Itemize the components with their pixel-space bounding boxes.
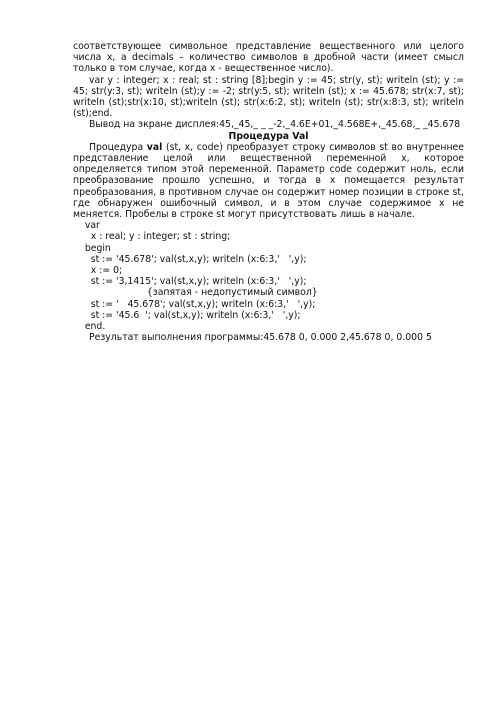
val-description-paragraph xyxy=(73,142,464,220)
val-example-result: Результат выполнения программы:45.678 0, 0.000 2,45.678 0, 0.000 5 xyxy=(89,332,432,344)
section-heading-val: Процедура Val xyxy=(228,130,309,142)
code-line: st := ' 45.678'; val(st,x,y); writeln (x:6:3,' ',y); xyxy=(73,298,316,310)
code-line: st := '45.678'; val(st,x,y); writeln (x:6:3,' ',y); xyxy=(73,253,307,265)
code-line: st := '45.6 '; val(st,x,y); writeln (x:6:3,' ',y); xyxy=(73,309,301,321)
intro-paragraph: соответствующее символьное представление вещественного или целого числа x, a decimals – количество символов в дробной части (имеет смысл только в том случае, когда x - вещественное число). xyxy=(73,41,464,75)
val-description-rest: (st, x, code) преобразует строку символов st во внутреннее представление целой или вещественной переменной x, которое определяется типом этой переменной. Параметр code содержит ноль, если преобразование прошло успешно, и тогда в x помещается результат преобразования, в противном случае он содержит номер позиции в строке st, где обнаружен ошибочный символ, и в этом случае содержимое x не меняется. Пробелы в строке st могут присутствовать лишь в начале. xyxy=(73,141,464,221)
code-line: st := '3,1415'; val(st,x,y); writeln (x:6:3,' ',y); xyxy=(73,276,307,288)
str-example-code: var y : integer; x : real; st : string [8];begin y := 45; str(y, st); writeln (st); y := 45; str(y:3, st); writeln (st);y := -2; str(y:5, st); writeln (st); x := 45.678; str(x:7, st); writeln (st);str(x:10, st);writeln (st); str(x:6:2, st); writeln (st); str(x:8:3, st); writeln (st);end. xyxy=(73,74,464,120)
code-line: var xyxy=(73,220,100,232)
code-line: begin xyxy=(73,242,111,254)
val-example-code-block xyxy=(73,220,464,332)
document-page xyxy=(73,41,464,343)
code-line: x := 0; xyxy=(73,265,123,277)
val-description-start: Процедура xyxy=(89,141,147,153)
val-keyword: val xyxy=(146,141,163,153)
code-line: x : real; y : integer; st : string; xyxy=(73,231,231,243)
code-line: end. xyxy=(73,321,106,333)
code-comment-line: {запятая - недопустимый символ} xyxy=(73,287,318,299)
str-example-output: Вывод на экране дисплея:45,_45,_ _ _-2,_4.6E+01,_4.568E+,_45.68,_ _45.678 xyxy=(89,119,461,131)
